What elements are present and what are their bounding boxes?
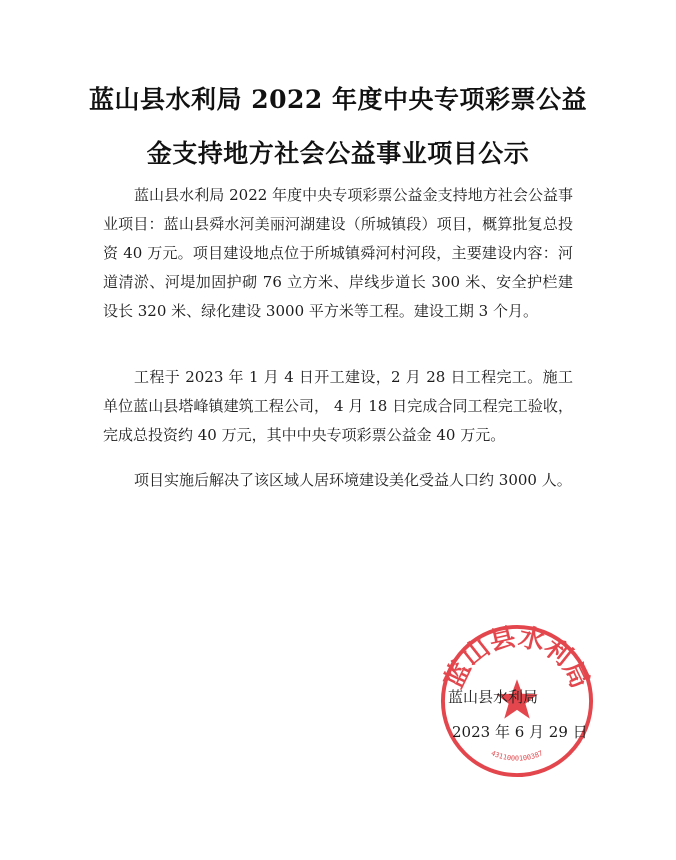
seal-code: 4311000100387 <box>489 749 545 763</box>
signature-organization: 蓝山县水利局 <box>448 688 539 706</box>
title-line-1: 蓝山县水利局 2022 年度中央专项彩票公益 <box>89 85 587 114</box>
signature-date: 2023 年 6 月 29 日 <box>452 723 588 741</box>
body-paragraph-1: 蓝山县水利局 2022 年度中央专项彩票公益金支持地方社会公益事业项目：蓝山县舜水河美丽河湖建设（所城镇段）项目，概算批复总投资 40 万元。项目建设地点位于所城镇舜河村河段，主要建设内容：河道清淤、河堤加固护砌 76 立方米、岸线步道长 300 米、安全护栏建设长 320 米、绿化建设 3000 平方米等工程。建设工期 3 个月。 <box>103 186 573 320</box>
title-line-2: 金支持地方社会公益事业项目公示 <box>146 139 530 168</box>
body-paragraph-3: 项目实施后解决了该区域人居环境建设美化受益人口约 3000 人。 <box>134 471 572 489</box>
body-paragraph-2: 工程于 2023 年 1 月 4 日开工建设，2 月 28 日工程完工。施工单位蓝山县塔峰镇建筑工程公司， 4 月 18 日完成合同工程完工验收，完成总投资约 40 万元，其中中央专项彩票公益金 40 万元。 <box>103 368 573 444</box>
seal-text: 蓝山县水利局 <box>439 622 595 694</box>
